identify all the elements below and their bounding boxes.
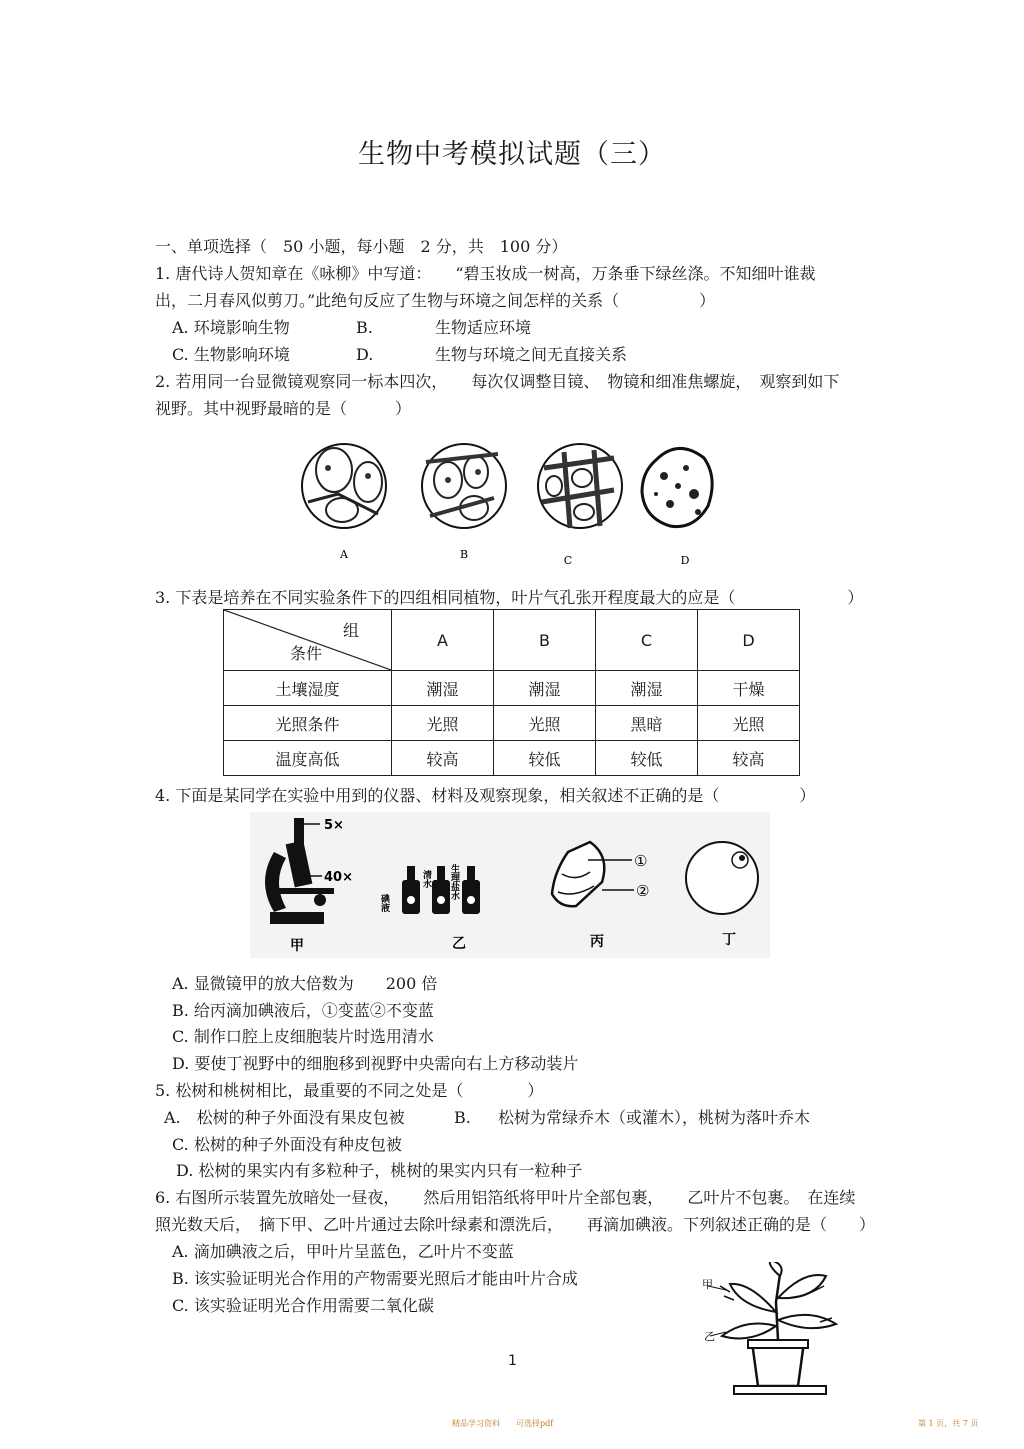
table-corner-cell — [224, 610, 392, 671]
q5-option-a: A. 松树的种子外面没有果皮包被 — [164, 1108, 405, 1127]
field-d — [642, 448, 712, 526]
leaf-label-yi: 乙 — [704, 1330, 715, 1343]
q1-stem-line1: 1. 唐代诗人贺知章在《咏柳》中写道： “碧玉妆成一树高，万条垂下绿丝涤。不知细叶谁裁 — [155, 264, 816, 283]
q5-stem: 5. 松树和桃树相比，最重要的不同之处是（ ） — [155, 1081, 544, 1100]
table-row — [224, 741, 800, 776]
q6-stem-line1: 6. 右图所示装置先放暗处一昼夜， 然后用铝箔纸将甲叶片全部包裹， 乙叶片不包裹。 在连续 — [155, 1188, 856, 1207]
table-cell: 较高 — [698, 741, 800, 776]
view-field-icon — [686, 842, 758, 914]
table-row — [224, 706, 800, 741]
bottle-label-saline: 生理盐水 — [449, 864, 459, 900]
field-c — [538, 444, 622, 528]
q4-option-a: A. 显微镜甲的放大倍数为 200 倍 — [172, 974, 438, 993]
column-header: D — [698, 610, 800, 671]
header-group-label: 组 — [342, 621, 359, 640]
table-cell: 干燥 — [698, 671, 800, 706]
field-b — [422, 444, 506, 528]
eyepiece-label: 5× — [324, 818, 344, 833]
column-header: C — [596, 610, 698, 671]
table-cell: 潮湿 — [494, 671, 596, 706]
q5-option-d: D. 松树的果实内有多粒种子，桃树的果实内只有一粒种子 — [176, 1161, 583, 1180]
field-label-a: A — [340, 548, 348, 561]
q4-stem: 4. 下面是某同学在实验中用到的仪器、材料及观察现象，相关叙述不正确的是（ ） — [155, 786, 816, 805]
q5-option-b-key: B. — [454, 1108, 471, 1127]
q4-option-c: C. 制作口腔上皮细胞装片时选用清水 — [172, 1027, 434, 1046]
column-header: B — [494, 610, 596, 671]
bottle-label-iodine: 碘液 — [379, 894, 389, 912]
page-number: 1 — [508, 1353, 517, 1369]
column-header: A — [392, 610, 494, 671]
table-header-row — [224, 610, 800, 671]
q1-option-d: 生物与环境之间无直接关系 — [435, 345, 628, 364]
plant-icon — [708, 1262, 836, 1394]
q1-option-a: A. 环境影响生物 — [172, 318, 290, 337]
header-condition-label: 条件 — [290, 644, 323, 663]
q1-option-b-key: B. — [356, 318, 373, 337]
q1-option-c: C. 生物影响环境 — [172, 345, 290, 364]
microscope-fields-figure — [298, 432, 728, 572]
table-cell: 潮湿 — [596, 671, 698, 706]
figure-label-bing: 丙 — [590, 934, 604, 950]
seed-mark-2: ② — [636, 882, 650, 900]
q5-option-c: C. 松树的种子外面没有种皮包被 — [172, 1135, 402, 1154]
q6-stem-line2: 照光数天后， 摘下甲、乙叶片通过去除叶绿素和漂洗后， 再滴加碘液。下列叙述正确的是（ ） — [155, 1215, 876, 1234]
conditions-table — [223, 609, 800, 776]
row-label: 土壤湿度 — [224, 671, 392, 706]
q4-option-b: B. 给丙滴加碘液后，①变蓝②不变蓝 — [172, 1001, 434, 1020]
field-a — [302, 444, 386, 528]
potted-plant-figure — [700, 1262, 850, 1402]
row-label: 光照条件 — [224, 706, 392, 741]
objective-label: 40× — [324, 870, 353, 885]
leaf-label-jia: 甲 — [702, 1278, 713, 1291]
q1-stem-line2: 出，二月春风似剪刀。”此绝句反应了生物与环境之间怎样的关系（ ） — [155, 291, 716, 310]
footer-left: 精品学习资料 可选择pdf — [452, 1419, 554, 1428]
dropper-bottles-icon — [402, 866, 480, 914]
q4-option-d: D. 要使丁视野中的细胞移到视野中央需向右上方移动装片 — [172, 1054, 579, 1073]
table-cell: 光照 — [392, 706, 494, 741]
q2-stem-line2: 视野。其中视野最暗的是（ ） — [155, 399, 412, 418]
table-cell: 潮湿 — [392, 671, 494, 706]
q6-option-c: C. 该实验证明光合作用需要二氧化碳 — [172, 1296, 434, 1315]
figure-label-jia: 甲 — [290, 938, 304, 954]
q1-option-b: 生物适应环境 — [435, 318, 532, 337]
row-label: 温度高低 — [224, 741, 392, 776]
q6-option-b: B. 该实验证明光合作用的产物需要光照后才能由叶片合成 — [172, 1269, 578, 1288]
table-cell: 较高 — [392, 741, 494, 776]
q2-stem-line1: 2. 若用同一台显微镜观察同一标本四次， 每次仅调整目镜、 物镜和细准焦螺旋， 观察到如下 — [155, 372, 840, 391]
table-cell: 光照 — [698, 706, 800, 741]
field-label-b: B — [459, 548, 469, 561]
seed-mark-1: ① — [634, 852, 648, 870]
q1-option-d-key: D. — [356, 345, 374, 364]
q3-stem: 3. 下表是培养在不同实验条件下的四组相同植物，叶片气孔张开程度最大的应是（ ） — [155, 588, 864, 607]
table-cell: 黑暗 — [596, 706, 698, 741]
table-row — [224, 671, 800, 706]
field-label-c: C — [563, 554, 573, 567]
bottle-label-water: 清水 — [421, 870, 431, 888]
footer-page-count: 第 1 页，共 7 页 — [918, 1419, 979, 1428]
table-cell: 光照 — [494, 706, 596, 741]
q6-option-a: A. 滴加碘液之后，甲叶片呈蓝色，乙叶片不变蓝 — [172, 1242, 514, 1261]
figure-label-ding: 丁 — [722, 932, 736, 948]
field-label-d: D — [680, 554, 690, 567]
lab-equipment-figure — [250, 812, 770, 958]
page-title: 生物中考模拟试题（三） — [358, 139, 666, 170]
section-heading: 一、单项选择（ 50 小题，每小题 2 分，共 100 分） — [155, 237, 568, 256]
table-cell: 较低 — [494, 741, 596, 776]
table-cell: 较低 — [596, 741, 698, 776]
q5-option-b: 松树为常绿乔木（或灌木），桃树为落叶乔木 — [498, 1108, 811, 1127]
figure-label-yi: 乙 — [452, 936, 466, 952]
